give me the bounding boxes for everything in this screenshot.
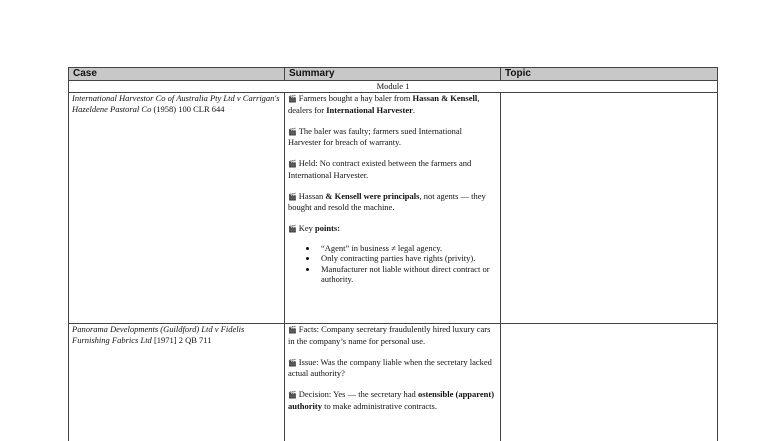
list-item: • Manufacturer not liable without direct contract or authority.: [318, 264, 497, 285]
summary-text: The baler was faulty; farmers sued International Harvester for breach of warranty.: [288, 125, 463, 147]
summary-text: Key: [298, 223, 316, 233]
summary-paragraph: [288, 324, 497, 346]
module-row: [69, 81, 718, 93]
summary-paragraph: [288, 158, 497, 180]
clapperboard-icon: 🎬: [288, 391, 297, 399]
case-summary-table: [68, 67, 718, 441]
table-row: [69, 93, 718, 324]
clapperboard-icon: 🎬: [288, 225, 297, 233]
case-name: International Harvestor Co of Australia Pty Ltd v Carrigan's Hazeldene Pastoral Co: [72, 93, 280, 114]
summary-text: , dealers for: [288, 93, 480, 115]
module-label: Module 1: [69, 81, 718, 93]
case-citation: [1971] 2 QB 711: [151, 334, 212, 345]
header-topic: Topic: [501, 68, 718, 81]
summary-bold: ostensible (apparent) authority: [288, 389, 495, 411]
summary-text: Hassan: [298, 190, 326, 201]
clapperboard-icon: 🎬: [288, 326, 297, 334]
summary-text: Held: No contract existed between the farmers and International Harvester.: [288, 158, 472, 180]
summary-bold: points:: [315, 223, 341, 233]
summary-paragraph: [288, 389, 497, 411]
clapperboard-icon: 🎬: [288, 192, 297, 201]
summary-text: Facts: Company secretary fraudulently hired luxury cars in the company’s name for personal use.: [288, 324, 491, 346]
summary-bold: Hassan & Kensell: [412, 93, 478, 103]
summary-bold: International Harvester: [326, 104, 413, 115]
summary-cell: [285, 324, 501, 441]
summary-text: , not agents — they bought and resold the machine.: [288, 190, 486, 212]
summary-paragraph: [288, 223, 497, 285]
summary-paragraph: [288, 126, 497, 148]
case-cell: [69, 93, 285, 324]
list-item: • Only contracting parties have rights (privity).: [318, 253, 497, 264]
summary-paragraph: [288, 93, 497, 115]
summary-paragraph: [288, 357, 497, 379]
summary-text: Issue: Was the company liable when the secretary lacked actual authority?: [288, 356, 492, 378]
header-summary: Summary: [285, 68, 501, 81]
case-name: Panorama Developments (Guildford) Ltd v Fidelis Furnishing Fabrics Ltd: [72, 324, 245, 345]
summary-text: Decision: Yes — the secretary had: [298, 389, 418, 399]
case-cell: [69, 324, 285, 441]
summary-paragraph: [288, 191, 497, 213]
header-case: Case: [69, 68, 285, 81]
clapperboard-icon: 🎬: [288, 95, 297, 103]
topic-cell: [501, 93, 718, 324]
summary-bold: & Kensell were principals: [325, 190, 420, 201]
clapperboard-icon: 🎬: [288, 127, 297, 136]
table-header-row: [69, 68, 718, 81]
case-citation: (1958) 100 CLR 644: [151, 103, 225, 114]
clapperboard-icon: 🎬: [288, 160, 297, 168]
table-row: [69, 324, 718, 441]
summary-text: to make administrative contracts.: [322, 400, 437, 411]
clapperboard-icon: 🎬: [288, 358, 297, 367]
summary-text: .: [412, 104, 415, 115]
topic-cell: [501, 324, 718, 441]
summary-text: Farmers bought a hay baler from: [298, 93, 413, 103]
summary-cell: [285, 93, 501, 324]
key-points-list: [288, 243, 497, 285]
list-item: • “Agent” in business ≠ legal agency.: [318, 243, 497, 254]
